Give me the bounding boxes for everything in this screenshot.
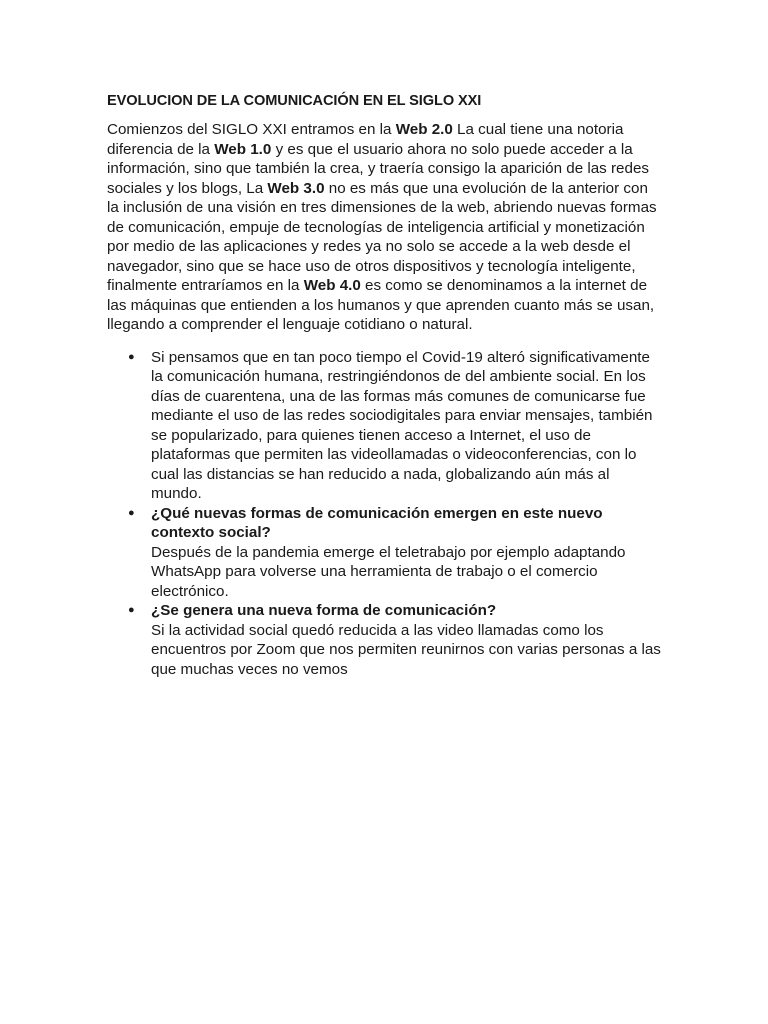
bullet-icon: ●	[128, 506, 135, 519]
intro-segment: y es que el usuario ahora no solo puede acceder a la información, sino que también la crea, y traería consigo la aparición de las redes sociales y los blogs, La	[107, 140, 649, 197]
bullet-answer: Después de la pandemia emerge el teletrabajo por ejemplo adaptando WhatsApp para volverse una herramienta de trabajo o el comercio electrónico.	[151, 543, 626, 600]
bullet-icon: ●	[128, 604, 135, 616]
document-page	[107, 92, 662, 679]
intro-segment: es como se denominamos a la internet de las máquinas que entienden a los humanos y que aprenden cuanto más se usan, llegando a comprender el lenguaje cotidiano o natural.	[107, 277, 655, 333]
intro-segment-bold: Web 2.0	[395, 121, 453, 138]
list-item	[107, 504, 662, 602]
intro-segment-bold: Web 3.0	[267, 179, 325, 197]
document-title: EVOLUCION DE LA COMUNICACIÓN EN EL SIGLO XXI	[107, 93, 482, 109]
intro-segment-bold: Web 1.0	[214, 140, 272, 158]
intro-segment-bold: Web 4.0	[303, 277, 361, 294]
bullet-question: ¿Se genera una nueva forma de comunicación?	[151, 602, 497, 619]
list-item	[107, 601, 662, 679]
intro-segment: La cual tiene una notoria diferencia de la	[107, 121, 624, 158]
bullet-answer: Si la actividad social quedó reducida a las video llamadas como los encuentros por Zoom que nos permiten reunirnos con varias personas a las que muchas veces no vemos	[151, 621, 661, 678]
bullet-icon: ●	[128, 350, 135, 363]
bullet-text: Si pensamos que en tan poco tiempo el Covid-19 alteró significativamente la comunicación humana, restringiéndonos de del ambiente social. En los días de cuarentena, una de las formas más comunes de comunicarse fue mediante el uso de las redes sociodigitales para enviar mensajes, también se popularizado, para quienes tienen acceso a Internet, el uso de plataformas que permiten las videollamadas o videoconferencias, con lo cual las distancias se han reducido a nada, globalizando aún más al mundo.	[151, 348, 653, 502]
intro-segment: no es más que una evolución de la anterior con la inclusión de una visión en tres dimensiones de la web, abriendo nuevas formas de comunicación, empuje de tecnologías de inteligencia artificial y monetización por medio de las aplicaciones y redes ya no solo se accede a la web desde el navegador, sino que se hace uso de otros dispositivos y tecnología inteligente, finalmente entraríamos en la	[107, 179, 657, 294]
bullet-list	[107, 348, 662, 680]
intro-segment: Comienzos del SIGLO XXI entramos en la	[107, 121, 396, 138]
intro-paragraph	[107, 120, 662, 335]
bullet-question: ¿Qué nuevas formas de comunicación emergen en este nuevo contexto social?	[151, 504, 603, 541]
list-item	[107, 348, 662, 504]
